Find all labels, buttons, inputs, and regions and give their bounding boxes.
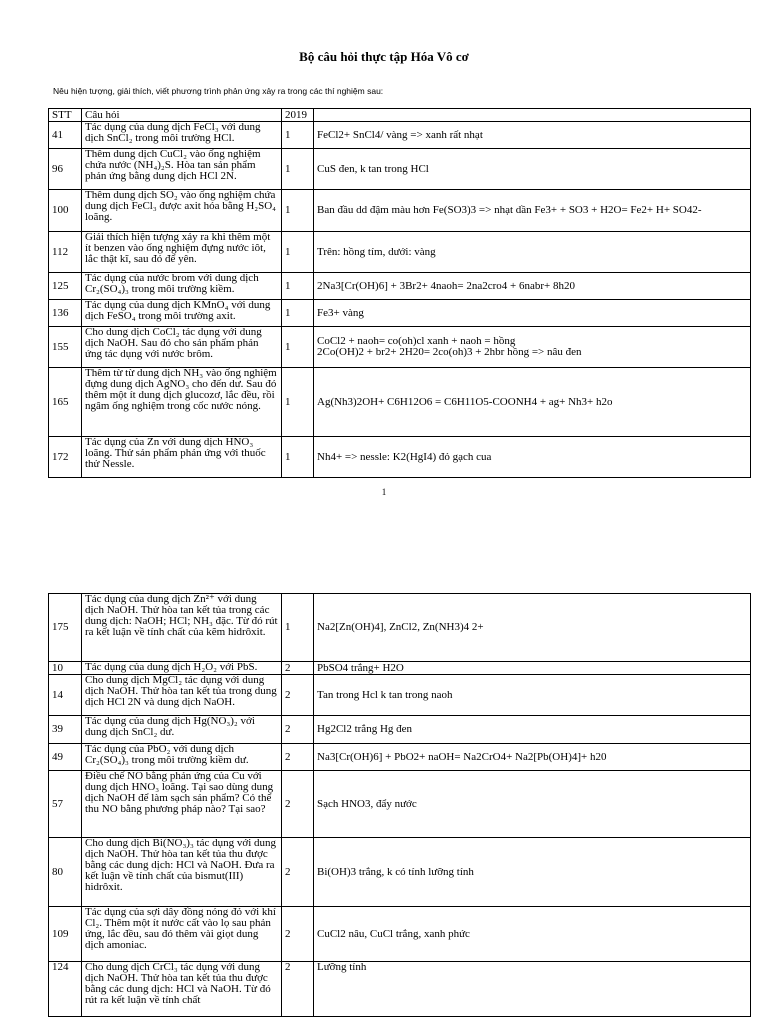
table-row [49, 594, 751, 662]
row-question: Tác dụng của dung dịch Hg(NO₃)₂ với dung dịch SnCl₂ dư. [82, 716, 282, 744]
row-question: Cho dung dịch MgCl₂ tác dụng với dung dịch NaOH. Thử hòa tan kết tủa trong dung dịch HCl 2N và dung dịch NaOH. [82, 675, 282, 716]
row-stt: 112 [49, 232, 82, 273]
answer-line: 2Co(OH)2 + br2+ 2H20= 2co(oh)3 + 2hbr hồng => nâu đen [317, 346, 582, 358]
row-year: 1 [282, 149, 314, 190]
row-answer: Ag(Nh3)2OH+ C6H12O6 = C6H11O5-COONH4 + ag+ Nh3+ h2o [314, 368, 751, 437]
document-title: Bộ câu hỏi thực tập Hóa Vô cơ [299, 49, 469, 64]
questions-table-page-1 [48, 108, 751, 478]
header-answer [314, 109, 751, 122]
table-row [49, 368, 751, 437]
row-question: Thêm từ từ dung dịch NH₃ vào ống nghiệm đựng dung dịch AgNO₃ cho đến dư. Sau đó thêm một ít dung dịch glucozơ, lắc đều, rồi ngâm ống nghiệm trong cốc nước nóng. [82, 368, 282, 437]
row-year: 2 [282, 838, 314, 907]
table-row [49, 232, 751, 273]
row-answer: Ban đầu dd đậm màu hơn Fe(SO3)3 => nhạt dần Fe3+ + SO3 + H2O= Fe2+ H+ SO42- [314, 190, 751, 232]
table-row [49, 437, 751, 478]
header-year: 2019 [282, 109, 314, 122]
row-answer: Na2[Zn(OH)4], ZnCl2, Zn(NH3)4 2+ [314, 594, 751, 662]
row-stt: 14 [49, 675, 82, 716]
row-stt: 10 [49, 662, 82, 675]
row-year: 2 [282, 716, 314, 744]
row-year: 1 [282, 190, 314, 232]
row-year: 2 [282, 962, 314, 1017]
row-answer [314, 327, 751, 368]
row-answer: Sạch HNO3, đẩy nước [314, 771, 751, 838]
row-year: 2 [282, 744, 314, 771]
row-year: 1 [282, 122, 314, 149]
row-stt: 96 [49, 149, 82, 190]
row-stt: 155 [49, 327, 82, 368]
table-row [49, 122, 751, 149]
row-question: Cho dung dịch CrCl₃ tác dụng với dung dịch NaOH. Thử hòa tan kết tủa thu được bằng các dung dịch: HCl và NaOH. Từ đó rút ra kết luận về tính chất [82, 962, 282, 1017]
row-stt: 125 [49, 273, 82, 300]
row-stt: 109 [49, 907, 82, 962]
row-question: Tác dụng của sợi dây đồng nóng đỏ với khí Cl₂. Thêm một ít nước cất vào lọ sau phản ứng, lắc đều, sau đó thêm vài giọt dung dịch amoniac. [82, 907, 282, 962]
row-stt: 49 [49, 744, 82, 771]
row-question: Thêm dung dịch SO₂ vào ống nghiệm chứa dung dịch FeCl₃ được axit hóa bằng H₂SO₄ loãng. [82, 190, 282, 232]
row-question: Tác dụng của dung dịch H₂O₂ với PbS. [82, 662, 282, 675]
row-answer: Fe3+ vàng [314, 300, 751, 327]
row-question: Điều chế NO bằng phản ứng của Cu với dung dịch HNO₃ loãng. Tại sao dùng dung dịch NaOH để làm sạch sản phẩm? Có thể thu NO bằng phương pháp nào? Tại sao? [82, 771, 282, 838]
row-year: 2 [282, 675, 314, 716]
row-question: Thêm dung dịch CuCl₂ vào ống nghiệm chứa nước (NH₄)₂S. Hòa tan sản phẩm phản ứng bằng dung dịch HCl 2N. [82, 149, 282, 190]
row-question: Tác dụng của nước brom với dung dịch Cr₂(SO₄)₃ trong môi trường kiềm. [82, 273, 282, 300]
table-row [49, 662, 751, 675]
row-year: 2 [282, 771, 314, 838]
row-answer: CuCl2 nâu, CuCl trắng, xanh phức [314, 907, 751, 962]
table-row [49, 190, 751, 232]
row-year: 2 [282, 907, 314, 962]
table-row [49, 327, 751, 368]
row-year: 1 [282, 594, 314, 662]
row-answer: FeCl2+ SnCl4/ vàng => xanh rất nhạt [314, 122, 751, 149]
row-answer: PbSO4 trắng+ H2O [314, 662, 751, 675]
table-row [49, 838, 751, 907]
row-stt: 100 [49, 190, 82, 232]
row-stt: 175 [49, 594, 82, 662]
row-answer: CuS đen, k tan trong HCl [314, 149, 751, 190]
row-question: Tác dụng của Zn với dung dịch HNO₃ loãng. Thử sản phẩm phản ứng với thuốc thử Nessle. [82, 437, 282, 478]
table-row [49, 273, 751, 300]
row-year: 1 [282, 273, 314, 300]
answer-line: CoCl2 + naoh= co(oh)cl xanh + naoh = hồng [317, 335, 516, 347]
row-answer: Tan trong Hcl k tan trong naoh [314, 675, 751, 716]
row-answer: Nh4+ => nessle: K2(HgI4) đỏ gạch cua [314, 437, 751, 478]
table-row [49, 149, 751, 190]
row-stt: 165 [49, 368, 82, 437]
header-stt: STT [49, 109, 82, 122]
row-year: 1 [282, 300, 314, 327]
header-question: Câu hỏi [82, 109, 282, 122]
table-row [49, 907, 751, 962]
row-year: 1 [282, 437, 314, 478]
table-row [49, 716, 751, 744]
table-row [49, 300, 751, 327]
row-answer: Hg2Cl2 trắng Hg đen [314, 716, 751, 744]
row-stt: 136 [49, 300, 82, 327]
row-stt: 57 [49, 771, 82, 838]
row-question: Giải thích hiện tượng xảy ra khi thêm một ít benzen vào ống nghiệm đựng nước iôt, lắc thật kĩ, sau đó để yên. [82, 232, 282, 273]
row-answer: Na3[Cr(OH)6] + PbO2+ naOH= Na2CrO4+ Na2[Pb(OH)4]+ h20 [314, 744, 751, 771]
row-question: Tác dụng của dung dịch KMnO₄ với dung dịch FeSO₄ trong môi trường axit. [82, 300, 282, 327]
row-question: Cho dung dịch CoCl₂ tác dụng với dung dịch NaOH. Sau đó cho sản phẩm phản ứng tác dụng với nước brôm. [82, 327, 282, 368]
row-stt: 124 [49, 962, 82, 1017]
row-year: 1 [282, 368, 314, 437]
table-row [49, 771, 751, 838]
table-row [49, 744, 751, 771]
row-stt: 39 [49, 716, 82, 744]
row-stt: 80 [49, 838, 82, 907]
row-stt: 172 [49, 437, 82, 478]
page-number: 1 [381, 487, 387, 497]
row-year: 2 [282, 662, 314, 675]
row-question: Tác dụng của dung dịch FeCl₃ với dung dịch SnCl₂ trong môi trường HCl. [82, 122, 282, 149]
row-stt: 41 [49, 122, 82, 149]
row-year: 1 [282, 327, 314, 368]
table-header-row [49, 109, 751, 122]
table-row [49, 962, 751, 1017]
row-year: 1 [282, 232, 314, 273]
row-answer: Trên: hồng tím, dưới: vàng [314, 232, 751, 273]
row-question: Tác dụng của PbO₂ với dung dịch Cr₂(SO₄)₃ trong môi trường kiềm dư. [82, 744, 282, 771]
row-answer: 2Na3[Cr(OH)6] + 3Br2+ 4naoh= 2na2cro4 + 6nabr+ 8h20 [314, 273, 751, 300]
table-row [49, 675, 751, 716]
questions-table-page-2 [48, 593, 751, 1017]
row-question: Cho dung dịch Bi(NO₃)₃ tác dụng với dung dịch NaOH. Thử hòa tan kết tủa thu được bằng các dung dịch: HCl và NaOH. Đưa ra kết luận về tính chất của bismut(III) hidrôxit. [82, 838, 282, 907]
row-question: Tác dụng của dung dịch Zn²⁺ với dung dịch NaOH. Thử hòa tan kết tủa trong các dung dịch: NaOH; HCl; NH₃ đặc. Từ đó rút ra kết luận về tính chất của kẽm hidrôxit. [82, 594, 282, 662]
instruction-text: Nêu hiện tượng, giải thích, viết phương trình phản ứng xảy ra trong các thí nghiệm sau: [53, 86, 384, 96]
row-answer: Bi(OH)3 trắng, k có tính lưỡng tính [314, 838, 751, 907]
row-answer: Lưỡng tính [314, 962, 751, 1017]
